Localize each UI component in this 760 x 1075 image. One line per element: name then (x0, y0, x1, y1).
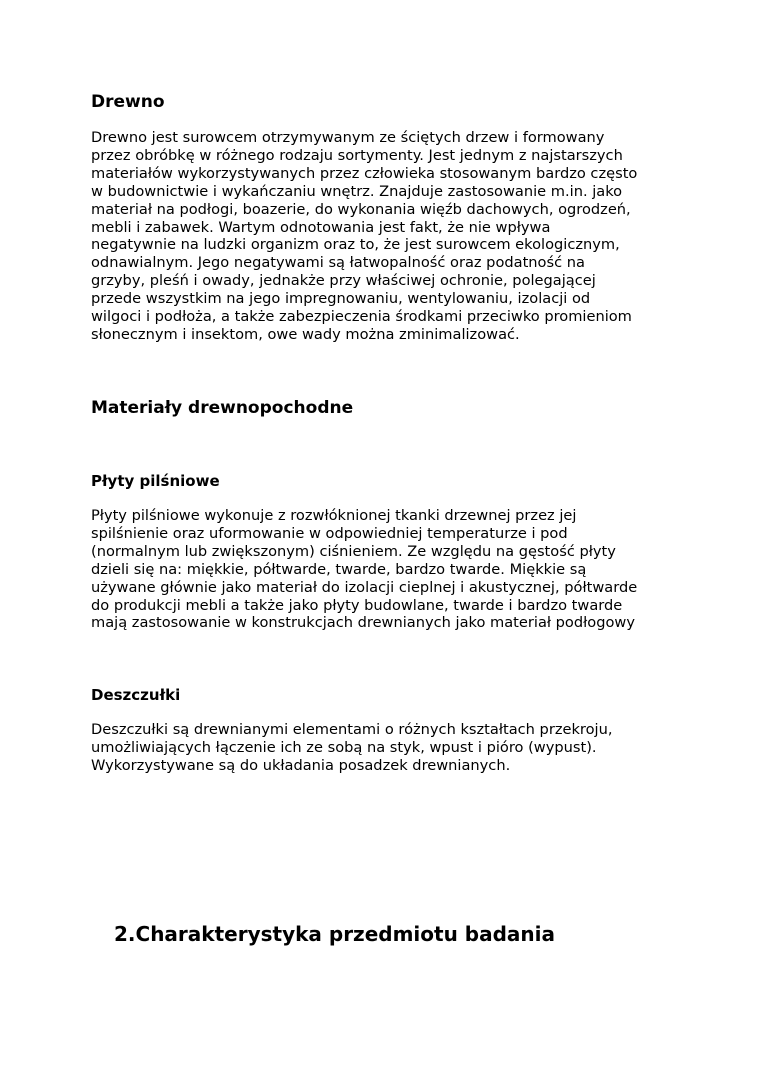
text-line: przede wszystkim na jego impregnowaniu, wentylowaniu, izolacji od (91, 290, 591, 308)
text-line: mają zastosowanie w konstrukcjach drewnianych jako materiał podłogowy (91, 614, 635, 632)
text-line: dzieli się na: miękkie, półtwarde, twarde, bardzo twarde. Miękkie są (91, 560, 587, 578)
text-line: w budownictwie i wykańczaniu wnętrz. Znajduje zastosowanie m.in. jako (91, 182, 623, 200)
text-line: mebli i zabawek. Wartym odnotowania jest fakt, że nie wpływa (91, 218, 551, 236)
heading-deszczulki: Deszczułki (91, 686, 181, 704)
heading-plyty-pilsniowe: Płyty pilśniowe (91, 472, 220, 490)
text-line: Płyty pilśniowe wykonuje z rozwłóknionej tkanki drzewnej przez jej (91, 507, 577, 524)
heading-chapter-2 (114, 922, 555, 946)
text-line: wilgoci i podłoża, a także zabezpieczenia środkami przeciwko promieniom (91, 308, 632, 326)
text-line: materiałów wykorzystywanych przez człowieka stosowanym bardzo często (91, 164, 638, 182)
heading-materialy-drewnopochodne: Materiały drewnopochodne (91, 398, 354, 418)
text-line: negatywnie na ludzki organizm oraz to, że jest surowcem ekologicznym, (91, 236, 620, 254)
paragraph-plyty-pilsniowe (91, 507, 691, 632)
text-line: materiał na podłogi, boazerie, do wykonania więźb dachowych, ogrodzeń, (91, 200, 631, 218)
text-line: grzyby, pleśń i owady, jednakże przy właściwej ochronie, polegającej (91, 272, 596, 290)
text-line: Drewno jest surowcem otrzymywanym ze ściętych drzew i formowany (91, 129, 605, 146)
chapter-number: 2. (114, 922, 136, 946)
paragraph-drewno (91, 129, 691, 344)
text-line: odnawialnym. Jego negatywami są łatwopalność oraz podatność na (91, 254, 585, 272)
text-line: spilśnienie oraz uformowanie w odpowiedniej temperaturze i pod (91, 524, 568, 542)
text-line: słonecznym i insektom, owe wady można zminimalizować. (91, 325, 520, 343)
chapter-title: Charakterystyka przedmiotu badania (135, 922, 555, 946)
text-line: umożliwiających łączenie ich ze sobą na styk, wpust i pióro (wypust). (91, 738, 597, 756)
text-line: (normalnym lub zwiększonym) ciśnieniem. Ze względu na gęstość płyty (91, 542, 616, 560)
text-line: używane głównie jako materiał do izolacji cieplnej i akustycznej, półtwarde (91, 578, 638, 596)
text-line: do produkcji mebli a także jako płyty budowlane, twarde i bardzo twarde (91, 596, 623, 614)
text-line: przez obróbkę w różnego rodzaju sortymenty. Jest jednym z najstarszych (91, 146, 623, 164)
paragraph-deszczulki (91, 721, 691, 775)
text-line: Deszczułki są drewnianymi elementami o różnych kształtach przekroju, (91, 721, 613, 738)
heading-drewno: Drewno (91, 92, 165, 112)
text-line: Wykorzystywane są do układania posadzek drewnianych. (91, 756, 511, 774)
